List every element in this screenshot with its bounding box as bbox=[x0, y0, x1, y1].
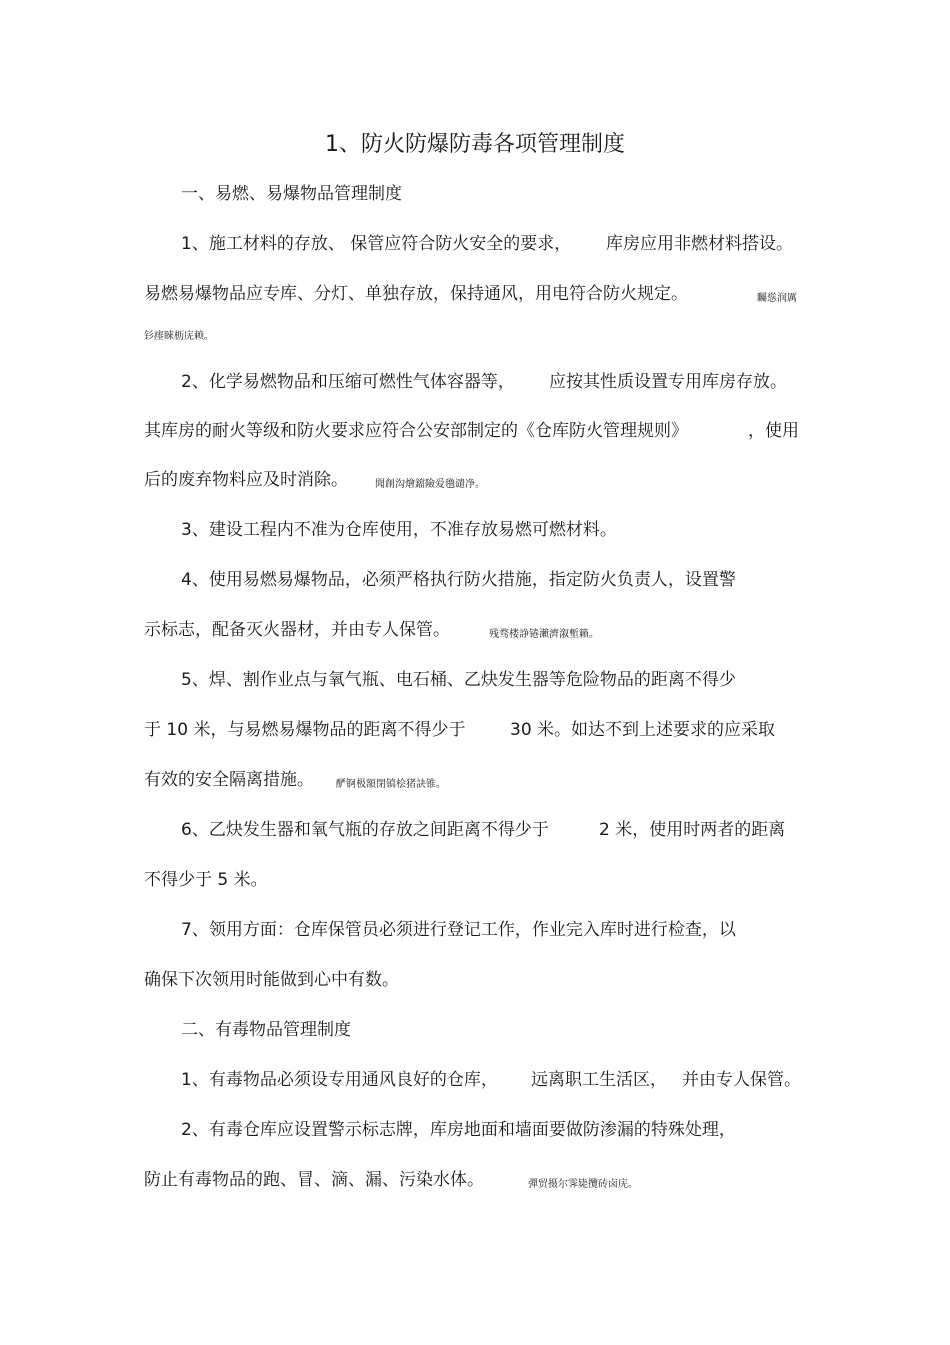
item-5-line-1: 5、焊、割作业点与氧气瓶、电石桶、乙炔发生器等危险物品的距离不得少 bbox=[181, 670, 736, 690]
item-7-line-2: 确保下次领用时能做到心中有数。 bbox=[144, 970, 399, 990]
section-heading-2: 二、有毒物品管理制度 bbox=[181, 1020, 351, 1040]
item-2-line-2b: ，使用 bbox=[748, 421, 799, 441]
item-2-line-3: 后的废弃物料应及时消除。 bbox=[144, 470, 348, 490]
item-1-note-b: 钐瘗睞枥庑赖。 bbox=[144, 331, 214, 342]
item-3: 3、建设工程内不准为仓库使用，不准存放易燃可燃材料。 bbox=[181, 520, 617, 540]
page-title: 1、防火防爆防毒各项管理制度 bbox=[325, 132, 625, 157]
item-6-line-1a: 6、乙炔发生器和氧气瓶的存放之间距离不得少于 bbox=[181, 820, 549, 840]
item-1-line-2: 易燃易爆物品应专库、分灯、单独存放，保持通风，用电符合防火规定。 bbox=[144, 284, 688, 304]
item-6-line-2: 不得少于 5 米。 bbox=[144, 870, 268, 890]
s2-item-1a: 1、有毒物品必须设专用通风良好的仓库， bbox=[181, 1070, 498, 1090]
section-heading-1: 一、易燃、易爆物品管理制度 bbox=[181, 184, 402, 204]
item-1-note-a: 矚慫润厲 bbox=[757, 293, 797, 304]
item-2-line-1a: 2、化学易燃物品和压缩可燃性气体容器等， bbox=[181, 372, 515, 392]
item-2-line-2a: 其库房的耐火等级和防火要求应符合公安部制定的《仓库防火管理规则》 bbox=[144, 421, 688, 441]
item-4-note: 残骛楼諍锩瀨濟溆塹籟。 bbox=[489, 629, 599, 640]
item-5-line-3: 有效的安全隔离措施。 bbox=[144, 770, 314, 790]
item-5-note: 酽锕极額閉镇桧猪訣锥。 bbox=[336, 779, 446, 790]
s2-item-1b: 远离职工生活区， bbox=[531, 1070, 667, 1090]
s2-item-2-line-2: 防止有毒物品的跑、冒、滴、漏、污染水体。 bbox=[144, 1170, 484, 1190]
item-6-line-1b: 2 米，使用时两者的距离 bbox=[599, 820, 786, 840]
item-5-line-2a: 于 10 米，与易燃易爆物品的距离不得少于 bbox=[144, 720, 466, 740]
item-2-line-1b: 应按其性质设置专用库房存放。 bbox=[549, 372, 787, 392]
item-5-line-2b: 30 米。如达不到上述要求的应采取 bbox=[510, 720, 776, 740]
s2-item-1c: 并由专人保管。 bbox=[682, 1070, 801, 1090]
item-7-line-1: 7、领用方面：仓库保管员必须进行登记工作，作业完入库时进行检查，以 bbox=[181, 920, 736, 940]
item-1-line-1a: 1、施工材料的存放、 保管应符合防火安全的要求， bbox=[181, 234, 572, 254]
item-1-line-1b: 库房应用非燃材料搭设。 bbox=[606, 234, 793, 254]
item-4-line-1: 4、使用易燃易爆物品，必须严格执行防火措施，指定防火负责人，设置警 bbox=[181, 570, 736, 590]
item-4-line-2: 示标志，配备灭火器材，并由专人保管。 bbox=[144, 620, 450, 640]
s2-item-2-note: 彈贸摄尔霁毙攬砖卤庑。 bbox=[528, 1179, 638, 1190]
item-2-note: 聞創沟燴鐺險爱氇谴净。 bbox=[375, 479, 485, 490]
s2-item-2-line-1: 2、有毒仓库应设置警示标志牌，库房地面和墙面要做防渗漏的特殊处理， bbox=[181, 1120, 736, 1140]
